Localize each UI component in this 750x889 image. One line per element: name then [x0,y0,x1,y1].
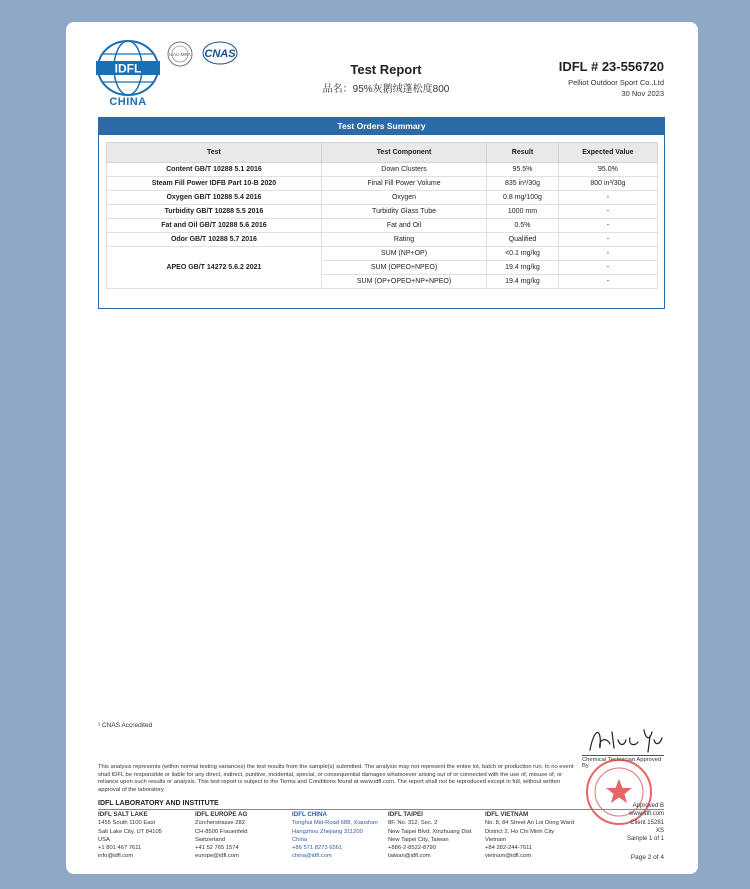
cell-result: 19.4 mg/kg [487,261,559,275]
cell-expected: - [558,219,657,233]
cell-expected: 95.0% [558,163,657,177]
cell-component: Turbidity Glass Tube [321,205,486,219]
table-row [107,191,658,205]
cell-expected: - [558,261,657,275]
cell-expected: - [558,233,657,247]
col-expected: Expected Value [558,143,657,163]
logo-subtitle: CHINA [109,96,147,108]
cell-component: Fat and Oil [321,219,486,233]
idfl-logo [96,40,160,110]
table-row [107,219,658,233]
cell-result: 835 in³/30g [487,177,559,191]
page-number: Page 2 of 4 [630,854,664,861]
cell-component: SUM (NP+OP) [321,247,486,261]
results-table [106,142,658,289]
divider [98,809,664,810]
sample-count: Sample 1 of 1 [626,836,664,843]
cell-expected: - [558,205,657,219]
signature [584,722,664,756]
cell-result: 1000 mm [487,205,559,219]
cnas-footnote: ¹ CNAS Accredited [98,722,153,729]
svg-text:IDFL: IDFL [114,61,142,76]
report-number: IDFL # 23-556720 [558,59,664,74]
office-vietnam: IDFL VIETNAM No. 8, 84 Street An Loi Dong Ward District 2, Ho Chi Minh City Vietnam +84 282-244-7611 vietnam@idfl.com [485,811,575,860]
cell-result: 0.8 mg/100g [487,191,559,205]
col-test: Test [107,143,322,163]
col-result: Result [487,143,559,163]
table-row [107,205,658,219]
cell-test: Turbidity GB/T 10288 5.5 2016 [107,205,322,219]
cell-component: SUM (OP+OPEO+NP+NPEO) [321,275,486,289]
table-row [107,177,658,191]
cell-test: Content GB/T 10288 5.1 2016 [107,163,322,177]
cell-test: APEO GB/T 14272 5.6.2 2021 [107,247,322,289]
cell-expected: - [558,191,657,205]
sample-code: XS [655,827,664,834]
table-row [107,233,658,247]
cnas-mark: CNAS [204,48,236,60]
cell-result: <0.1 mg/kg [487,247,559,261]
cell-test: Steam Fill Power IDFB Part 10-B 2020 [107,177,322,191]
test-orders-summary [98,117,665,309]
cell-component: Down Clusters [321,163,486,177]
client-name: Pelliot Outdoor Sport Co.,Ltd [568,78,664,87]
cell-result: 19.4 mg/kg [487,275,559,289]
office-europe: IDFL EUROPE AG Zürcherstrasse 282 CH-8500 Frauenfeld Switzerland +41 52 765 1574 europe@idfl.com [195,811,248,860]
office-china: IDFL CHINA Tonghui Mid-Road 688, Xiaoshan Hangzhou Zhejiang 311200 China +86 571 8273 6561 china@idfl.com [292,811,378,860]
report-meta [614,802,664,843]
certification-marks [166,40,276,72]
table-row [107,163,658,177]
cell-test: Fat and Oil GB/T 10288 5.6 2016 [107,219,322,233]
cell-component: SUM (OPEO+NPEO) [321,261,486,275]
website: www.idfl.com [628,811,664,818]
summary-heading: Test Orders Summary [99,118,664,135]
disclaimer: This analysis represents (within normal testing variances) the test results from the sample(s) submitted. The analysis may not represent the entire lot, batch or production run. In no event shall IDFL be responsible or liable for any direct, indirect, punitive, incidental, special, or consequential damages whatsoever arising out of or connected with the use of, misuse of, or reliance upon such results or analysis. This test report is subject to the Terms and Conditions found at www.idfl.com. The report shall not be reproduced except in full, without written approval of the laboratory. [98,764,574,794]
cell-result: 0.5% [487,219,559,233]
col-component: Test Component [321,143,486,163]
approved-by: Approved B [632,803,664,809]
client-number: Client 15281 [630,819,664,826]
report-title: Test Report [350,62,422,77]
report-date: 30 Nov 2023 [621,89,664,98]
cell-component: Rating [321,233,486,247]
cell-test: Oxygen GB/T 10288 5.4 2016 [107,191,322,205]
ilac-mark: ILAC-MRA [169,52,191,57]
lab-title: IDFL LABORATORY AND INSTITUTE [98,800,219,807]
cell-test: Odor GB/T 10288 5.7 2016 [107,233,322,247]
signature-label: Chemical Technician Approved By [582,755,664,769]
product-name: 品名：95%灰鹅绒蓬松度800 [322,84,450,95]
office-taipei: IDFL TAIPEI 8F, No. 312, Sec. 2 New Taipei Blvd, Xinzhuang Dist New Taipei City, Taiwan +886-2-8522-8790 taiwan@idfl.com [388,811,472,860]
cell-component: Oxygen [321,191,486,205]
cell-component: Final Fill Power Volume [321,177,486,191]
office-salt-lake: IDFL SALT LAKE 1455 South 1100 East Salt Lake City, UT 84105 USA +1 801 467 7611 info@idfl.com [98,811,162,860]
report-page [66,22,698,874]
cell-expected: - [558,247,657,261]
table-row [107,247,658,261]
cell-result: 95.5% [487,163,559,177]
cell-result: Qualified [487,233,559,247]
cell-expected: - [558,275,657,289]
globe-icon [96,40,160,96]
cell-expected: 800 in³/30g [558,177,657,191]
